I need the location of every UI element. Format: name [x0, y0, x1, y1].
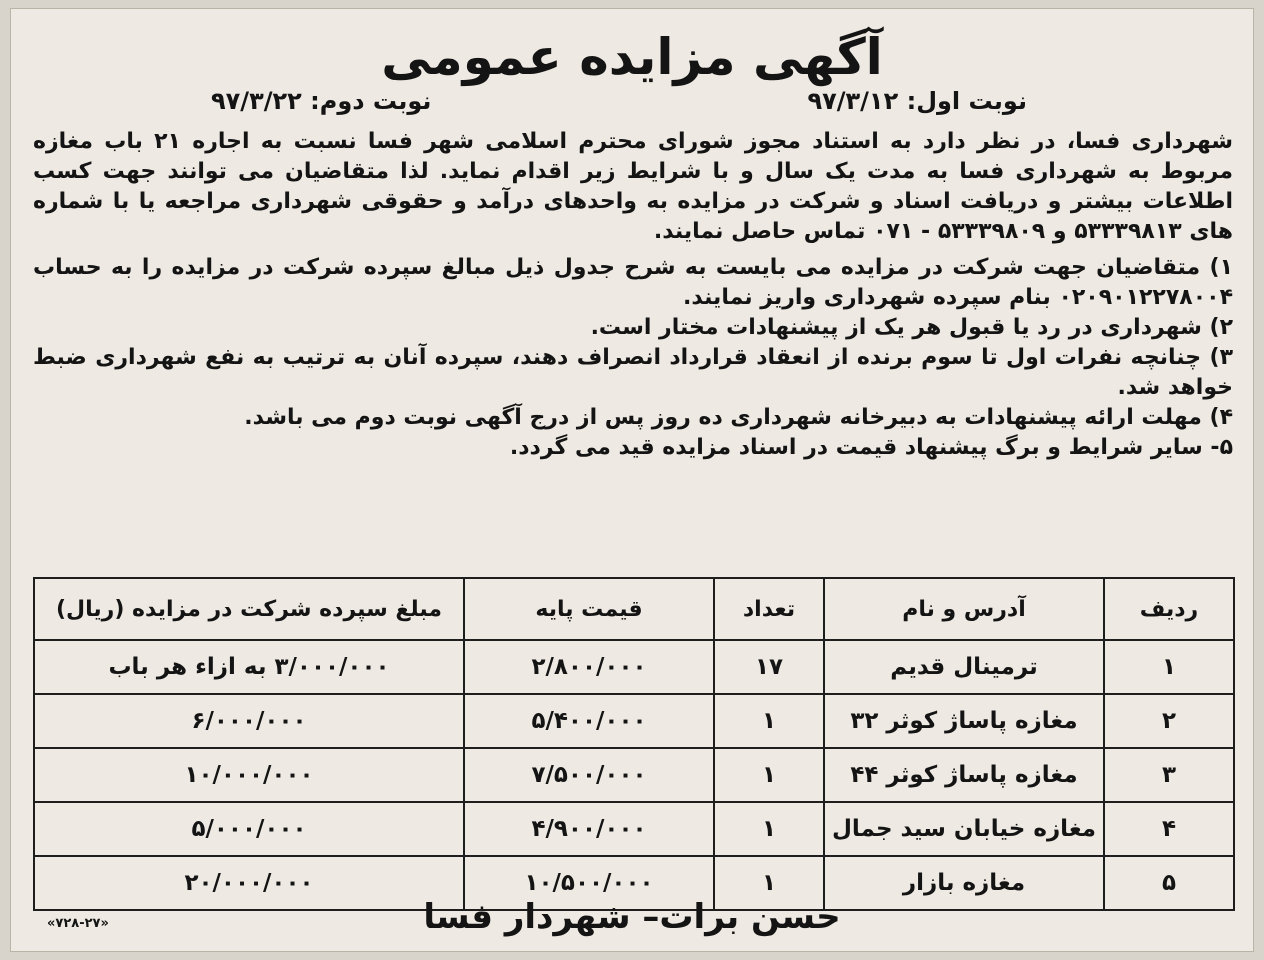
row-address: مغازه بازار: [824, 856, 1104, 910]
row-address: مغازه خیابان سید جمال: [824, 802, 1104, 856]
ad-code: «۷۲۸-۲۷»: [47, 916, 109, 931]
header-base-price: قیمت پایه: [464, 578, 714, 640]
row-base-price: ۵/۴۰۰/۰۰۰: [464, 694, 714, 748]
table-row: [34, 694, 1234, 748]
notice-title: آگهی مزایده عمومی: [381, 28, 883, 86]
table-header-row: [34, 578, 1234, 640]
row-count: ۱: [714, 694, 824, 748]
row-number: ۲: [1104, 694, 1234, 748]
row-count: ۱: [714, 802, 824, 856]
row-count: ۱۷: [714, 640, 824, 694]
row-deposit: ۱۰/۰۰۰/۰۰۰: [34, 748, 464, 802]
row-number: ۳: [1104, 748, 1234, 802]
condition-2: ۲) شهرداری در رد یا قبول هر یک از پیشنهادات مختار است.: [590, 315, 1233, 340]
notice-document: [10, 8, 1254, 952]
row-deposit: ۶/۰۰۰/۰۰۰: [34, 694, 464, 748]
row-base-price: ۷/۵۰۰/۰۰۰: [464, 748, 714, 802]
table-row: [34, 748, 1234, 802]
row-number: ۴: [1104, 802, 1234, 856]
first-notice-date: نوبت اول: ۹۷/۳/۱۲: [807, 87, 1027, 115]
header-count: تعداد: [714, 578, 824, 640]
second-notice-date: نوبت دوم: ۹۷/۳/۲۲: [211, 87, 432, 115]
auction-table: [33, 577, 1235, 911]
condition-5: ۵- سایر شرایط و برگ پیشنهاد قیمت در اسناد مزایده قید می گردد.: [509, 435, 1233, 460]
intro-paragraph: شهرداری فسا، در نظر دارد به استناد مجوز شورای محترم اسلامی شهر فسا نسبت به اجاره ۲۱ باب مغازه مربوط به شهرداری فسا به مدت یک سال و با شرایط زیر اقدام نماید. لذا متقاضیان می توانند جهت کسب اطلاعات بیشتر و دریافت اسناد و شرکت در مزایده به واحدهای درآمد و حقوقی شهرداری مراجعه یا با شماره های ۵۳۳۳۹۸۱۳ و ۵۳۳۳۹۸۰۹ - ۰۷۱ تماس حاصل نمایند.: [33, 129, 1233, 244]
header-address: آدرس و نام: [824, 578, 1104, 640]
signature: حسن برات– شهردار فسا: [423, 897, 841, 937]
row-address: مغازه پاساژ کوثر ۴۴: [824, 748, 1104, 802]
condition-4: ۴) مهلت ارائه پیشنهادات به دبیرخانه شهرداری ده روز پس از درج آگهی نوبت دوم می باشد.: [244, 405, 1233, 430]
notice-dates: [211, 85, 1027, 117]
table-row: [34, 640, 1234, 694]
row-base-price: ۴/۹۰۰/۰۰۰: [464, 802, 714, 856]
row-count: ۱: [714, 856, 824, 910]
header-row-number: ردیف: [1104, 578, 1234, 640]
notice-body: [33, 127, 1233, 463]
header-deposit: مبلغ سپرده شرکت در مزایده (ریال): [34, 578, 464, 640]
condition-3: ۳) چنانچه نفرات اول تا سوم برنده از انعقاد قرارداد انصراف دهند، سپرده آنان به ترتیب به نفع شهرداری ضبط خواهد شد.: [33, 345, 1233, 400]
row-count: ۱: [714, 748, 824, 802]
row-number: ۱: [1104, 640, 1234, 694]
row-deposit: ۵/۰۰۰/۰۰۰: [34, 802, 464, 856]
row-base-price: ۲/۸۰۰/۰۰۰: [464, 640, 714, 694]
row-base-price: ۱۰/۵۰۰/۰۰۰: [464, 856, 714, 910]
condition-1: ۱) متقاضیان جهت شرکت در مزایده می بایست به شرح جدول ذیل مبالغ سپرده شرکت در مزایده را به حساب ۰۲۰۹۰۱۲۲۷۸۰۰۴ بنام سپرده شهرداری واریز نمایند.: [33, 255, 1233, 310]
table-row: [34, 802, 1234, 856]
row-number: ۵: [1104, 856, 1234, 910]
row-address: مغازه پاساژ کوثر ۳۲: [824, 694, 1104, 748]
row-deposit: ۳/۰۰۰/۰۰۰ به ازاء هر باب: [34, 640, 464, 694]
row-address: ترمینال قدیم: [824, 640, 1104, 694]
row-deposit: ۲۰/۰۰۰/۰۰۰: [34, 856, 464, 910]
